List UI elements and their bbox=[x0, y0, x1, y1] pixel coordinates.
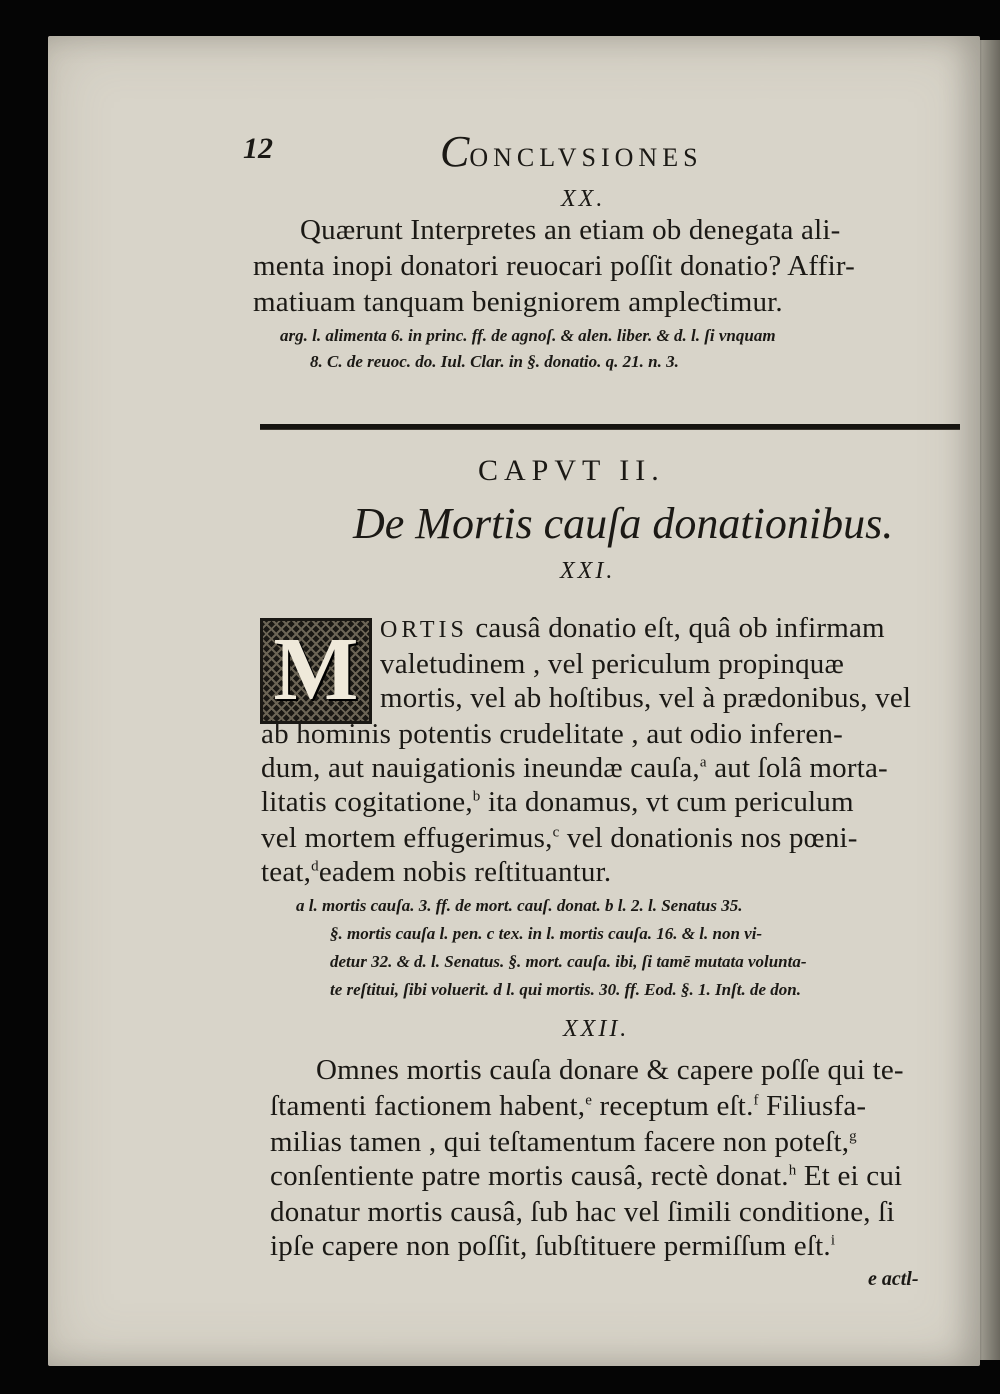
first-word: ORTIS bbox=[380, 617, 468, 643]
line-part: teat, bbox=[261, 856, 312, 888]
section-number-xxii: XXII. bbox=[563, 1016, 630, 1042]
text-line bbox=[270, 1090, 866, 1123]
section-divider bbox=[260, 424, 960, 430]
line-part: milias tamen , qui teſtamentum facere non poteſt, bbox=[270, 1126, 850, 1158]
text-line bbox=[270, 1230, 835, 1263]
footnote-line: te reſtitui, ſibi voluerit. d l. qui mortis. 30. ff. Eod. §. 1. Inſt. de don. bbox=[330, 980, 801, 999]
line-part: vel donationis nos pœni- bbox=[559, 822, 858, 854]
text-line: donatur mortis causâ, ſub hac vel ſimili conditione, ſi bbox=[270, 1196, 895, 1228]
line-part: conſentiente patre mortis causâ, rectè donat. bbox=[270, 1160, 789, 1192]
line-part: vel mortem effugerimus, bbox=[261, 822, 553, 854]
text-line: ab hominis potentis crudelitate , aut odio inferen- bbox=[261, 718, 843, 750]
section-number-xxi: XXI. bbox=[560, 558, 616, 584]
footnote-line: a l. mortis cauſa. 3. ff. de mort. cauſ. donat. b l. 2. l. Senatus 35. bbox=[296, 896, 743, 915]
text-line bbox=[261, 752, 888, 785]
text-line: Quærunt Interpretes an etiam ob denegata ali- bbox=[300, 214, 841, 246]
text-line: Omnes mortis cauſa donare & capere poſſe qui te- bbox=[316, 1054, 904, 1086]
text-line bbox=[270, 1126, 857, 1159]
running-head-text: ONCLVSIONES bbox=[469, 143, 703, 172]
footnote-line: §. mortis cauſa l. pen. c tex. in l. mortis cauſa. 16. & l. non vi- bbox=[330, 924, 763, 943]
running-head-initial: C bbox=[440, 127, 470, 176]
line-part: eadem nobis reſtituantur. bbox=[318, 856, 612, 888]
text-line: matiuam tanquam benigniorem ampleƈtimur. bbox=[253, 286, 783, 318]
folio-number: 12 bbox=[243, 132, 273, 165]
note-ref: g bbox=[849, 1128, 857, 1145]
text-line bbox=[270, 1160, 902, 1193]
line-part: ita donamus, vt cum periculum bbox=[480, 786, 854, 818]
line-part: aut ſolâ morta- bbox=[706, 752, 888, 784]
drop-cap-letter: M bbox=[273, 620, 359, 719]
note-ref: b bbox=[472, 788, 481, 805]
footnote-line: arg. l. alimenta 6. in princ. ff. de agnoſ. & alen. liber. & d. l. ſi vnquam bbox=[280, 326, 776, 345]
footnote-line: 8. C. de reuoc. do. Iul. Clar. in §. donatio. q. 21. n. 3. bbox=[310, 352, 679, 371]
footnote-line: detur 32. & d. l. Senatus. §. mort. cauſa. ibi, ſi tamē mutata volunta- bbox=[330, 952, 807, 971]
text-line bbox=[261, 786, 854, 819]
running-head bbox=[440, 126, 703, 177]
ornamental-drop-cap bbox=[260, 618, 372, 724]
note-ref: d bbox=[311, 858, 319, 875]
line-part: ipſe capere non poſſit, ſubſtituere permiſſum eſt. bbox=[270, 1230, 831, 1262]
first-line-rest: causâ donatio eſt, quâ ob infirmam bbox=[467, 612, 885, 644]
line-part: Filiusfa- bbox=[758, 1090, 867, 1122]
catchword: e actl- bbox=[868, 1268, 919, 1290]
text-line bbox=[380, 612, 885, 645]
note-ref: h bbox=[788, 1162, 797, 1179]
line-part: Et ei cui bbox=[796, 1160, 903, 1192]
note-ref: f bbox=[753, 1092, 759, 1109]
chapter-subtitle: De Mortis cauſa donationibus. bbox=[353, 499, 894, 548]
line-part: ſtamenti factionem habent, bbox=[270, 1090, 586, 1122]
text-line bbox=[261, 822, 858, 855]
line-part: receptum eſt. bbox=[592, 1090, 754, 1122]
note-ref: i bbox=[830, 1232, 836, 1249]
note-ref: c bbox=[552, 824, 560, 841]
section-number-xx: XX. bbox=[561, 186, 606, 212]
chapter-title: CAPVT II. bbox=[478, 454, 665, 487]
note-ref: a bbox=[699, 754, 707, 771]
line-part: litatis cogitatione, bbox=[261, 786, 473, 818]
text-line: mortis, vel ab hoſtibus, vel à prædonibus, vel bbox=[380, 682, 912, 714]
note-ref: e bbox=[585, 1092, 593, 1109]
text-line bbox=[261, 856, 611, 889]
line-part: dum, aut nauigationis ineundæ cauſa, bbox=[261, 752, 700, 784]
text-line: menta inopi donatori reuocari poſſit donatio? Affir- bbox=[253, 250, 856, 282]
book-page bbox=[48, 36, 980, 1366]
text-line: valetudinem , vel periculum propinquæ bbox=[380, 648, 845, 680]
